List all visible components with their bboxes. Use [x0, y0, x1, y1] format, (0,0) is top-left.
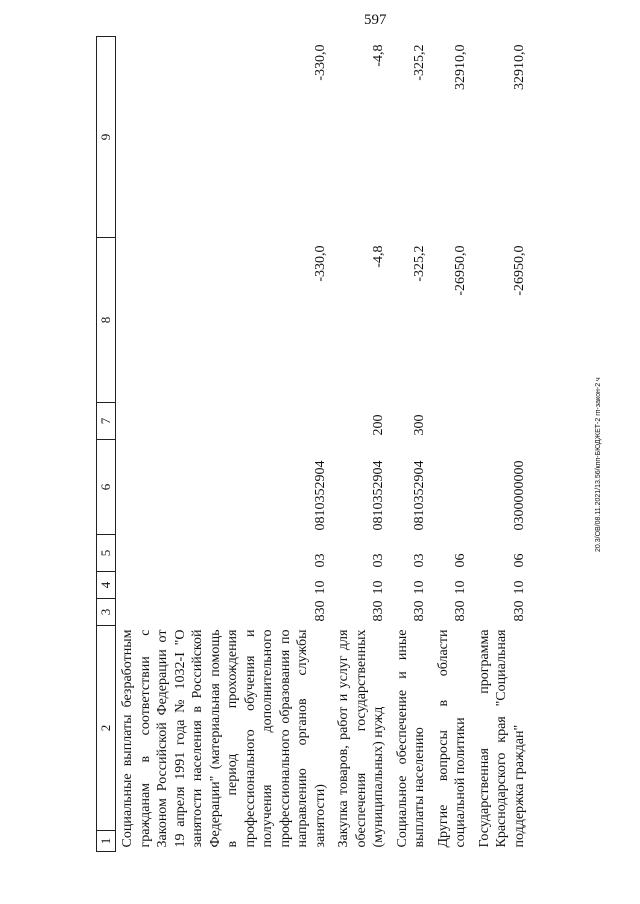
table-row [429, 37, 470, 852]
footer-note: 20.3/ОВ/08.11.2021/13.56/кпп-БЮДЖЕТ-2 гп-закон-2 ч [595, 377, 602, 552]
row-type [429, 403, 470, 440]
row-target: 0810352904 [412, 460, 427, 531]
row-target: 0810352904 [312, 460, 328, 531]
row-amount-1: -26950,0 [453, 245, 468, 296]
table-row [116, 37, 330, 852]
row-amount-1: -26950,0 [511, 245, 527, 296]
row-ved: 830 [511, 600, 527, 622]
row-type [116, 403, 330, 440]
row-subsection: 06 [511, 553, 527, 568]
table-header-row [97, 37, 116, 852]
header-col-6: 6 [97, 440, 116, 535]
row-subsection: 03 [371, 553, 386, 568]
row-amount-2: 32910,0 [511, 44, 527, 90]
row-amount-2: 32910,0 [453, 44, 468, 90]
row-section: 10 [312, 580, 328, 595]
header-col-7: 7 [97, 403, 116, 440]
row-section: 10 [453, 580, 468, 595]
header-col-5: 5 [97, 535, 116, 572]
header-col-1: 1 [97, 831, 116, 852]
table-row [470, 37, 529, 852]
row-target [429, 440, 470, 535]
table-row [388, 37, 429, 852]
page-number: 597 [364, 12, 387, 28]
row-name: Государственная программа Краснодарского края "Социальная поддержка граждан" [476, 629, 527, 848]
row-subsection: 06 [453, 553, 468, 568]
row-ved: 830 [412, 600, 427, 622]
row-ved: 830 [312, 600, 328, 622]
row-ved: 830 [453, 600, 468, 622]
row-amount-2: -330,0 [312, 44, 328, 81]
header-col-3: 3 [97, 599, 116, 626]
row-amount-1: -325,2 [412, 245, 427, 282]
row-amount-2: -325,2 [412, 44, 427, 81]
row-name: Закупка товаров, работ и услуг для обеспечения государственных (муниципальных) нужд [336, 629, 386, 848]
row-amount-2: -4,8 [371, 44, 386, 67]
row-section: 10 [371, 580, 386, 595]
header-col-4: 4 [97, 572, 116, 599]
row-name: Социальное обеспечение и иные выплаты населению [394, 629, 427, 848]
row-name: Социальные выплаты безработным гражданам в соответствии с Законом Российской Федерации от 19 апреля 1991 года № 1032-I "О занятости населения в Российской Федерации" (материальная помощь в период прохождения профессионального обучения и получения дополнительного профессионального образования по направлению органов службы занятости) [120, 629, 328, 848]
budget-table-rotated [96, 46, 584, 852]
header-col-9: 9 [97, 37, 116, 238]
row-type: 200 [371, 414, 386, 436]
header-col-8: 8 [97, 238, 116, 403]
header-col-2: 2 [97, 626, 116, 831]
row-ved: 830 [371, 600, 386, 622]
row-amount-1: -330,0 [312, 245, 328, 282]
table-row [329, 37, 388, 852]
row-target: 0810352904 [371, 460, 386, 531]
row-name: Другие вопросы в области социальной политики [435, 629, 468, 848]
row-type [470, 403, 529, 440]
row-subsection: 03 [412, 553, 427, 568]
row-amount-1: -4,8 [371, 245, 386, 268]
row-subsection: 03 [312, 553, 328, 568]
row-type: 300 [412, 414, 427, 436]
row-target: 0300000000 [511, 460, 527, 531]
row-section: 10 [511, 580, 527, 595]
row-section: 10 [412, 580, 427, 595]
budget-table [96, 36, 528, 852]
